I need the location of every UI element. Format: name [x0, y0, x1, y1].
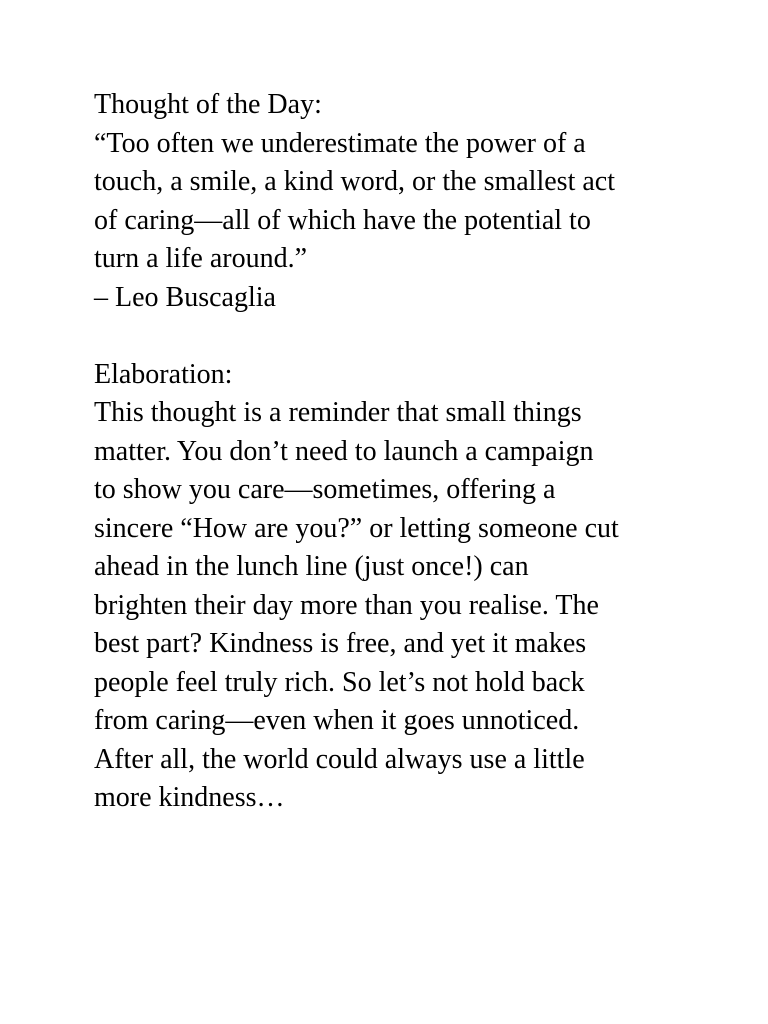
body-line: people feel truly rich. So let’s not hold back	[94, 666, 585, 698]
quote-line: turn a life around.”	[94, 243, 308, 274]
quote-line: of caring—all of which have the potential to	[94, 204, 591, 236]
body-line: matter. You don’t need to launch a campaign	[94, 435, 594, 467]
quote-attribution: – Leo Buscaglia	[94, 281, 276, 313]
paragraph-spacer	[94, 317, 694, 356]
body-line: brighten their day more than you realise. The	[94, 589, 599, 621]
body-line: from caring—even when it goes unnoticed.	[94, 705, 580, 736]
body-line: After all, the world could always use a little	[94, 743, 585, 775]
elaboration-body	[94, 394, 694, 818]
body-line: more kindness…	[94, 782, 285, 813]
thought-section	[94, 86, 694, 317]
thought-heading: Thought of the Day:	[94, 89, 322, 120]
body-line: best part? Kindness is free, and yet it makes	[94, 628, 587, 659]
quote-line: “Too often we underestimate the power of a	[94, 127, 586, 159]
elaboration-section	[94, 356, 694, 818]
body-line: to show you care—sometimes, offering a	[94, 474, 556, 505]
quote-line: touch, a smile, a kind word, or the smallest act	[94, 166, 615, 197]
body-line: ahead in the lunch line (just once!) can	[94, 551, 529, 582]
body-line: sincere “How are you?” or letting someone cut	[94, 512, 619, 544]
body-line: This thought is a reminder that small things	[94, 397, 582, 428]
elaboration-heading: Elaboration:	[94, 358, 233, 390]
quote	[94, 125, 694, 279]
document-body	[94, 86, 694, 818]
